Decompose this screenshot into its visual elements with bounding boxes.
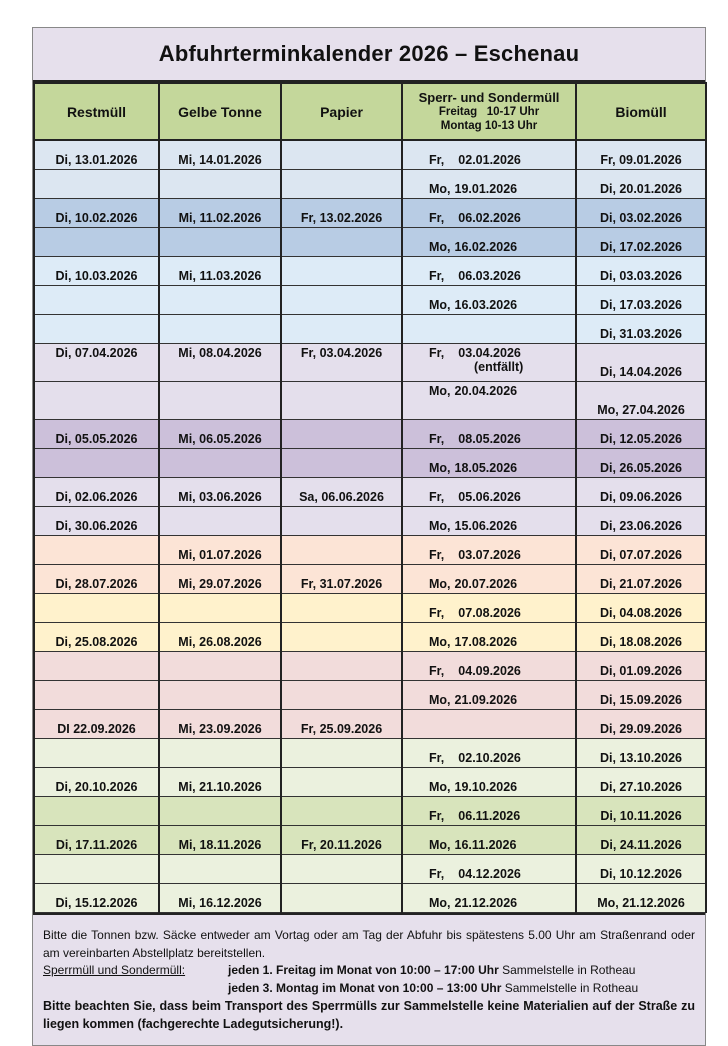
- biomuell-cell: Mo, 27.04.2026: [576, 382, 706, 420]
- papier-cell: [281, 739, 402, 768]
- biomuell-cell: Di, 23.06.2026: [576, 507, 706, 536]
- restmuell-cell: [34, 286, 159, 315]
- notes-sperr-montag: [43, 980, 695, 998]
- sperr-note: (entfällt): [474, 360, 524, 374]
- biomuell-cell: Di, 03.02.2026: [576, 199, 706, 228]
- sperr-day: Mo,: [429, 693, 451, 707]
- table-row: [34, 286, 706, 315]
- sperr-day: Fr,: [429, 606, 445, 620]
- papier-cell: [281, 652, 402, 681]
- biomuell-cell: Di, 12.05.2026: [576, 420, 706, 449]
- gelbe-tonne-cell: [159, 594, 281, 623]
- gelbe-tonne-cell: [159, 315, 281, 344]
- sperrmuell-cell: [402, 652, 576, 681]
- papier-cell: [281, 797, 402, 826]
- biomuell-cell: Di, 13.10.2026: [576, 739, 706, 768]
- biomuell-cell: Di, 14.04.2026: [576, 344, 706, 382]
- sperrmuell-cell: [402, 768, 576, 797]
- sperr-date: 16.02.2026: [454, 240, 518, 254]
- biomuell-cell: Di, 27.10.2026: [576, 768, 706, 797]
- restmuell-cell: [34, 228, 159, 257]
- table-row: [34, 199, 706, 228]
- restmuell-cell: [34, 855, 159, 884]
- gelbe-tonne-cell: Mi, 06.05.2026: [159, 420, 281, 449]
- table-row: [34, 652, 706, 681]
- table-row: [34, 257, 706, 286]
- restmuell-cell: Di, 17.11.2026: [34, 826, 159, 855]
- sperr-day: Fr,: [429, 269, 445, 283]
- table-row: [34, 536, 706, 565]
- papier-cell: [281, 623, 402, 652]
- biomuell-cell: Mo, 21.12.2026: [576, 884, 706, 913]
- table-row: [34, 344, 706, 382]
- table-row: [34, 623, 706, 652]
- restmuell-cell: Di, 10.03.2026: [34, 257, 159, 286]
- sperrmuell-cell: [402, 449, 576, 478]
- gelbe-tonne-cell: [159, 797, 281, 826]
- sperr-day: Mo,: [429, 635, 451, 649]
- table-row: [34, 420, 706, 449]
- header-sperr-freitag: Freitag 10-17 Uhr: [438, 106, 540, 118]
- biomuell-cell: Di, 31.03.2026: [576, 315, 706, 344]
- sperr-date: 06.02.2026: [458, 211, 521, 225]
- sperrmuell-cell: [402, 286, 576, 315]
- sperr-day: Fr,: [429, 867, 445, 881]
- restmuell-cell: Di, 10.02.2026: [34, 199, 159, 228]
- sperr-date: 15.06.2026: [454, 519, 518, 533]
- sperr-day: Mo,: [429, 461, 451, 475]
- sperrmuell-cell: [402, 315, 576, 344]
- papier-cell: Fr, 20.11.2026: [281, 826, 402, 855]
- gelbe-tonne-cell: [159, 228, 281, 257]
- sperr-day: Mo,: [429, 384, 451, 398]
- gelbe-tonne-cell: Mi, 11.02.2026: [159, 199, 281, 228]
- gelbe-tonne-cell: [159, 286, 281, 315]
- sperr-day: Mo,: [429, 519, 451, 533]
- notes-montag-time: jeden 3. Montag im Monat von 10:00 – 13:00 Uhr: [228, 980, 502, 995]
- gelbe-tonne-cell: [159, 449, 281, 478]
- biomuell-cell: Di, 18.08.2026: [576, 623, 706, 652]
- biomuell-cell: Di, 17.03.2026: [576, 286, 706, 315]
- notes-freitag-time: jeden 1. Freitag im Monat von 10:00 – 17:00 Uhr: [228, 963, 499, 977]
- biomuell-cell: Di, 09.06.2026: [576, 478, 706, 507]
- table-row: [34, 739, 706, 768]
- papier-cell: Fr, 13.02.2026: [281, 199, 402, 228]
- papier-cell: [281, 420, 402, 449]
- gelbe-tonne-cell: [159, 739, 281, 768]
- table-row: [34, 710, 706, 739]
- sperrmuell-cell: [402, 826, 576, 855]
- sperrmuell-cell: [402, 257, 576, 286]
- restmuell-cell: Di, 02.06.2026: [34, 478, 159, 507]
- restmuell-cell: [34, 652, 159, 681]
- notes-freitag-place: Sammelstelle in Rotheau: [498, 963, 636, 977]
- restmuell-cell: [34, 594, 159, 623]
- gelbe-tonne-cell: Mi, 01.07.2026: [159, 536, 281, 565]
- papier-cell: [281, 382, 402, 420]
- table-row: [34, 826, 706, 855]
- header-biomuell: Biomüll: [576, 83, 706, 140]
- biomuell-cell: Di, 24.11.2026: [576, 826, 706, 855]
- restmuell-cell: DI 22.09.2026: [34, 710, 159, 739]
- papier-cell: [281, 594, 402, 623]
- table-row: [34, 855, 706, 884]
- papier-cell: Fr, 31.07.2026: [281, 565, 402, 594]
- header-sperr-title: Sperr- und Sondermüll: [418, 90, 560, 105]
- sperrmuell-cell: [402, 140, 576, 170]
- notes-montag-place: Sammelstelle in Rotheau: [501, 980, 639, 995]
- sperr-date: 06.11.2026: [458, 809, 521, 823]
- gelbe-tonne-cell: Mi, 03.06.2026: [159, 478, 281, 507]
- calendar-sheet: [32, 27, 706, 1046]
- biomuell-cell: Di, 29.09.2026: [576, 710, 706, 739]
- table-row: [34, 170, 706, 199]
- restmuell-cell: [34, 739, 159, 768]
- sperr-date: 19.01.2026: [454, 182, 518, 196]
- gelbe-tonne-cell: [159, 170, 281, 199]
- gelbe-tonne-cell: Mi, 14.01.2026: [159, 140, 281, 170]
- sperr-date: 04.09.2026: [458, 664, 521, 678]
- sperr-day: Fr,: [429, 809, 445, 823]
- sperrmuell-cell: [402, 420, 576, 449]
- sperrmuell-cell: [402, 623, 576, 652]
- table-row: [34, 449, 706, 478]
- sperr-date: 20.04.2026: [454, 384, 518, 398]
- notes-box: [33, 913, 705, 1045]
- gelbe-tonne-cell: [159, 507, 281, 536]
- sperrmuell-cell: [402, 797, 576, 826]
- papier-cell: [281, 257, 402, 286]
- papier-cell: [281, 315, 402, 344]
- sperr-date: 02.10.2026: [458, 751, 521, 765]
- sperr-day: Mo,: [429, 182, 451, 196]
- biomuell-cell: Di, 01.09.2026: [576, 652, 706, 681]
- papier-cell: Fr, 25.09.2026: [281, 710, 402, 739]
- biomuell-cell: Di, 10.11.2026: [576, 797, 706, 826]
- papier-cell: [281, 140, 402, 170]
- sperr-date: 08.05.2026: [458, 432, 521, 446]
- papier-cell: [281, 507, 402, 536]
- sperr-date: 04.12.2026: [458, 867, 521, 881]
- sperr-date: 02.01.2026: [458, 153, 521, 167]
- sperr-day: Fr,: [429, 751, 445, 765]
- header-papier: Papier: [281, 83, 402, 140]
- restmuell-cell: [34, 681, 159, 710]
- sperr-day: Fr,: [429, 548, 445, 562]
- table-row: [34, 884, 706, 913]
- sperr-date: 07.08.2026: [458, 606, 521, 620]
- restmuell-cell: Di, 15.12.2026: [34, 884, 159, 913]
- sperrmuell-cell: [402, 884, 576, 913]
- sperr-date: 21.09.2026: [454, 693, 518, 707]
- sperr-day: Fr,: [429, 153, 445, 167]
- notes-warning: Bitte beachten Sie, dass beim Transport des Sperrmülls zur Sammelstelle keine Materialien auf der Straße zu liegen kommen (fachgerechte Ladegutsicherung!).: [43, 999, 695, 1031]
- table-row: [34, 228, 706, 257]
- gelbe-tonne-cell: Mi, 11.03.2026: [159, 257, 281, 286]
- sperr-day: Mo,: [429, 577, 451, 591]
- restmuell-cell: [34, 170, 159, 199]
- table-header-row: [34, 83, 706, 140]
- sperr-date: 05.06.2026: [458, 490, 521, 504]
- papier-cell: [281, 884, 402, 913]
- sperr-day: Mo,: [429, 780, 451, 794]
- sperrmuell-cell: [402, 228, 576, 257]
- papier-cell: [281, 228, 402, 257]
- sperrmuell-cell: [402, 681, 576, 710]
- table-row: [34, 315, 706, 344]
- gelbe-tonne-cell: Mi, 08.04.2026: [159, 344, 281, 382]
- sperr-date: 16.03.2026: [454, 298, 518, 312]
- biomuell-cell: Di, 17.02.2026: [576, 228, 706, 257]
- notes-sperr-label: Sperrmüll und Sondermüll:: [43, 963, 186, 977]
- gelbe-tonne-cell: Mi, 16.12.2026: [159, 884, 281, 913]
- sperr-date: 16.11.2026: [454, 838, 517, 852]
- table-row: [34, 768, 706, 797]
- sperr-date: 03.07.2026: [458, 548, 521, 562]
- sperr-day: Fr,: [429, 211, 445, 225]
- papier-cell: [281, 855, 402, 884]
- papier-cell: [281, 170, 402, 199]
- biomuell-cell: Di, 07.07.2026: [576, 536, 706, 565]
- biomuell-cell: Di, 04.08.2026: [576, 594, 706, 623]
- sperrmuell-cell: [402, 855, 576, 884]
- sperrmuell-cell: [402, 199, 576, 228]
- restmuell-cell: Di, 13.01.2026: [34, 140, 159, 170]
- sperr-date: 19.10.2026: [454, 780, 518, 794]
- papier-cell: [281, 681, 402, 710]
- table-row: [34, 797, 706, 826]
- papier-cell: Fr, 03.04.2026: [281, 344, 402, 382]
- header-sperr-montag: Montag 10-13 Uhr: [440, 120, 538, 132]
- sperrmuell-cell: [402, 344, 576, 382]
- restmuell-cell: [34, 315, 159, 344]
- sperr-day: Mo,: [429, 240, 451, 254]
- restmuell-cell: Di, 20.10.2026: [34, 768, 159, 797]
- table-row: [34, 565, 706, 594]
- notes-placement: Bitte die Tonnen bzw. Säcke entweder am Vortag oder am Tag der Abfuhr bis spätestens 5.00 Uhr am Straßenrand oder am vereinbarten Abstellplatz bereitstellen.: [43, 928, 695, 960]
- notes-sperr-freitag: [43, 962, 695, 980]
- restmuell-cell: [34, 382, 159, 420]
- sperr-day: Mo,: [429, 896, 451, 910]
- gelbe-tonne-cell: Mi, 21.10.2026: [159, 768, 281, 797]
- biomuell-cell: Di, 15.09.2026: [576, 681, 706, 710]
- papier-cell: [281, 768, 402, 797]
- table-row: [34, 478, 706, 507]
- table-row: [34, 594, 706, 623]
- sperr-day: Fr,: [429, 490, 445, 504]
- biomuell-cell: Fr, 09.01.2026: [576, 140, 706, 170]
- sperrmuell-cell: [402, 565, 576, 594]
- sperr-day: Mo,: [429, 298, 451, 312]
- table-row: [34, 507, 706, 536]
- sperr-date: 17.08.2026: [454, 635, 518, 649]
- gelbe-tonne-cell: [159, 855, 281, 884]
- restmuell-cell: Di, 07.04.2026: [34, 344, 159, 382]
- table-row: [34, 140, 706, 170]
- papier-cell: [281, 449, 402, 478]
- gelbe-tonne-cell: [159, 652, 281, 681]
- sperr-date: 03.04.2026: [458, 346, 521, 360]
- sperrmuell-cell: [402, 739, 576, 768]
- sperr-date: 18.05.2026: [454, 461, 518, 475]
- gelbe-tonne-cell: Mi, 23.09.2026: [159, 710, 281, 739]
- biomuell-cell: Di, 20.01.2026: [576, 170, 706, 199]
- gelbe-tonne-cell: Mi, 29.07.2026: [159, 565, 281, 594]
- sperr-date: 06.03.2026: [458, 269, 521, 283]
- papier-cell: [281, 536, 402, 565]
- table-row: [34, 382, 706, 420]
- page-title: Abfuhrterminkalender 2026 – Eschenau: [33, 28, 705, 82]
- sperrmuell-cell: [402, 710, 576, 739]
- header-restmuell: Restmüll: [34, 83, 159, 140]
- sperrmuell-cell: [402, 382, 576, 420]
- sperr-day: Mo,: [429, 838, 451, 852]
- biomuell-cell: Di, 26.05.2026: [576, 449, 706, 478]
- sperrmuell-cell: [402, 536, 576, 565]
- restmuell-cell: Di, 30.06.2026: [34, 507, 159, 536]
- gelbe-tonne-cell: [159, 382, 281, 420]
- restmuell-cell: [34, 536, 159, 565]
- papier-cell: [281, 286, 402, 315]
- biomuell-cell: Di, 03.03.2026: [576, 257, 706, 286]
- restmuell-cell: Di, 25.08.2026: [34, 623, 159, 652]
- restmuell-cell: Di, 05.05.2026: [34, 420, 159, 449]
- sperr-date: 20.07.2026: [454, 577, 518, 591]
- sperrmuell-cell: [402, 478, 576, 507]
- restmuell-cell: Di, 28.07.2026: [34, 565, 159, 594]
- sperrmuell-cell: [402, 594, 576, 623]
- papier-cell: Sa, 06.06.2026: [281, 478, 402, 507]
- biomuell-cell: Di, 21.07.2026: [576, 565, 706, 594]
- gelbe-tonne-cell: Mi, 18.11.2026: [159, 826, 281, 855]
- sperrmuell-cell: [402, 170, 576, 199]
- restmuell-cell: [34, 797, 159, 826]
- header-gelbe-tonne: Gelbe Tonne: [159, 83, 281, 140]
- table-row: [34, 681, 706, 710]
- gelbe-tonne-cell: Mi, 26.08.2026: [159, 623, 281, 652]
- sperr-day: Fr,: [429, 664, 445, 678]
- sperrmuell-cell: [402, 507, 576, 536]
- restmuell-cell: [34, 449, 159, 478]
- schedule-table: [33, 82, 707, 913]
- sperr-day: Fr,: [429, 346, 445, 360]
- header-sperr-sondermuell: [402, 83, 576, 140]
- sperr-date: 21.12.2026: [454, 896, 518, 910]
- biomuell-cell: Di, 10.12.2026: [576, 855, 706, 884]
- sperr-day: Fr,: [429, 432, 445, 446]
- gelbe-tonne-cell: [159, 681, 281, 710]
